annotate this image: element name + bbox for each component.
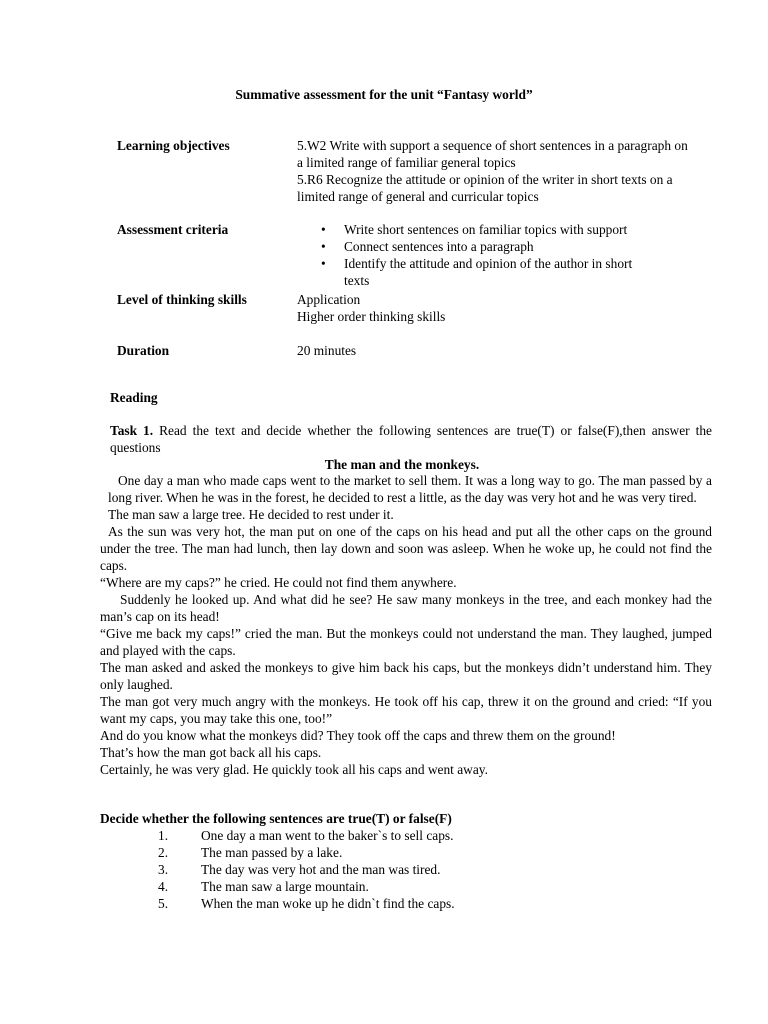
story-paragraph: “Where are my caps?” he cried. He could not find them anywhere.: [100, 575, 457, 590]
item-text: When the man woke up he didn`t find the caps.: [201, 896, 455, 911]
story-paragraph: Suddenly he looked up. And what did he see? He saw many monkeys in the tree, and each monkey had the man’s cap on its head!: [100, 592, 712, 624]
item-text: The man saw a large mountain.: [201, 879, 369, 894]
thinking-value: [297, 291, 692, 325]
story-text: [100, 472, 712, 778]
item-text: The day was very hot and the man was tired.: [201, 862, 441, 877]
duration-label: Duration: [117, 343, 170, 358]
story-paragraph: As the sun was very hot, the man put on one of the caps on his head and put all the other caps on the ground under the tree. The man had lunch, then lay down and soon was asleep. When he woke up, he could not find the caps.: [100, 524, 712, 573]
task-instruction: [100, 422, 712, 456]
page-title: Summative assessment for the unit “Fantasy world”: [235, 87, 533, 102]
list-item: [158, 878, 455, 895]
objective-item: 5.R6 Recognize the attitude or opinion of the writer in short texts on a limited range of general and curricular topics: [297, 172, 673, 204]
thinking-label: Level of thinking skills: [117, 292, 247, 307]
duration-value: 20 minutes: [297, 343, 357, 358]
story-paragraph: One day a man who made caps went to the market to sell them. It was a long way to go. The man passed by a long river. When he was in the forest, he decided to rest a little, as the day was very hot and he was very tired.: [108, 473, 712, 505]
item-number: 5.: [158, 896, 169, 911]
list-item: [158, 895, 455, 912]
story-title: The man and the monkeys.: [324, 457, 480, 472]
list-item: [158, 827, 455, 844]
story-paragraph: “Give me back my caps!” cried the man. But the monkeys could not understand the man. They laughed, jumped and played with the caps.: [100, 626, 712, 658]
item-text: One day a man went to the baker`s to sell caps.: [201, 828, 454, 843]
story-paragraph: The man asked and asked the monkeys to give him back his caps, but the monkeys didn’t understand him. They only laughed.: [100, 660, 712, 692]
criteria-label: Assessment criteria: [117, 222, 229, 237]
story-paragraph: And do you know what the monkeys did? They took off the caps and threw them on the ground!: [100, 728, 616, 743]
task-text: Read the text and decide whether the following sentences are true(T) or false(F),then answer the questions: [110, 423, 712, 455]
story-paragraph: Certainly, he was very glad. He quickly took all his caps and went away.: [100, 762, 488, 777]
list-item: [158, 861, 455, 878]
task-label: Task 1.: [110, 423, 154, 438]
item-text: The man passed by a lake.: [201, 845, 343, 860]
story-paragraph: That’s how the man got back all his caps.: [100, 745, 322, 760]
list-item: [158, 844, 455, 861]
item-number: 1.: [158, 828, 169, 843]
thinking-item: Higher order thinking skills: [297, 309, 446, 324]
item-number: 4.: [158, 879, 169, 894]
thinking-item: Application: [297, 292, 361, 307]
tf-heading: Decide whether the following sentences are true(T) or false(F): [100, 811, 452, 826]
objective-item: 5.W2 Write with support a sequence of short sentences in a paragraph on a limited range of familiar general topics: [297, 138, 688, 170]
tf-list: [158, 827, 455, 912]
criteria-item: • Connect sentences into a paragraph: [297, 238, 692, 255]
item-number: 2.: [158, 845, 169, 860]
reading-heading: Reading: [110, 390, 158, 405]
item-number: 3.: [158, 862, 169, 877]
criteria-value: [297, 221, 692, 289]
objectives-value: [297, 137, 692, 205]
criteria-list: [297, 221, 692, 289]
story-paragraph: The man got very much angry with the monkeys. He took off his cap, threw it on the ground and cried: “If you want my caps, you may take this one, too!”: [100, 694, 712, 726]
story-paragraph: The man saw a large tree. He decided to rest under it.: [108, 507, 394, 522]
objectives-label: Learning objectives: [117, 138, 230, 153]
criteria-item: • Write short sentences on familiar topics with support: [297, 221, 692, 238]
criteria-item: • Identify the attitude and opinion of the author in short texts: [297, 255, 692, 289]
